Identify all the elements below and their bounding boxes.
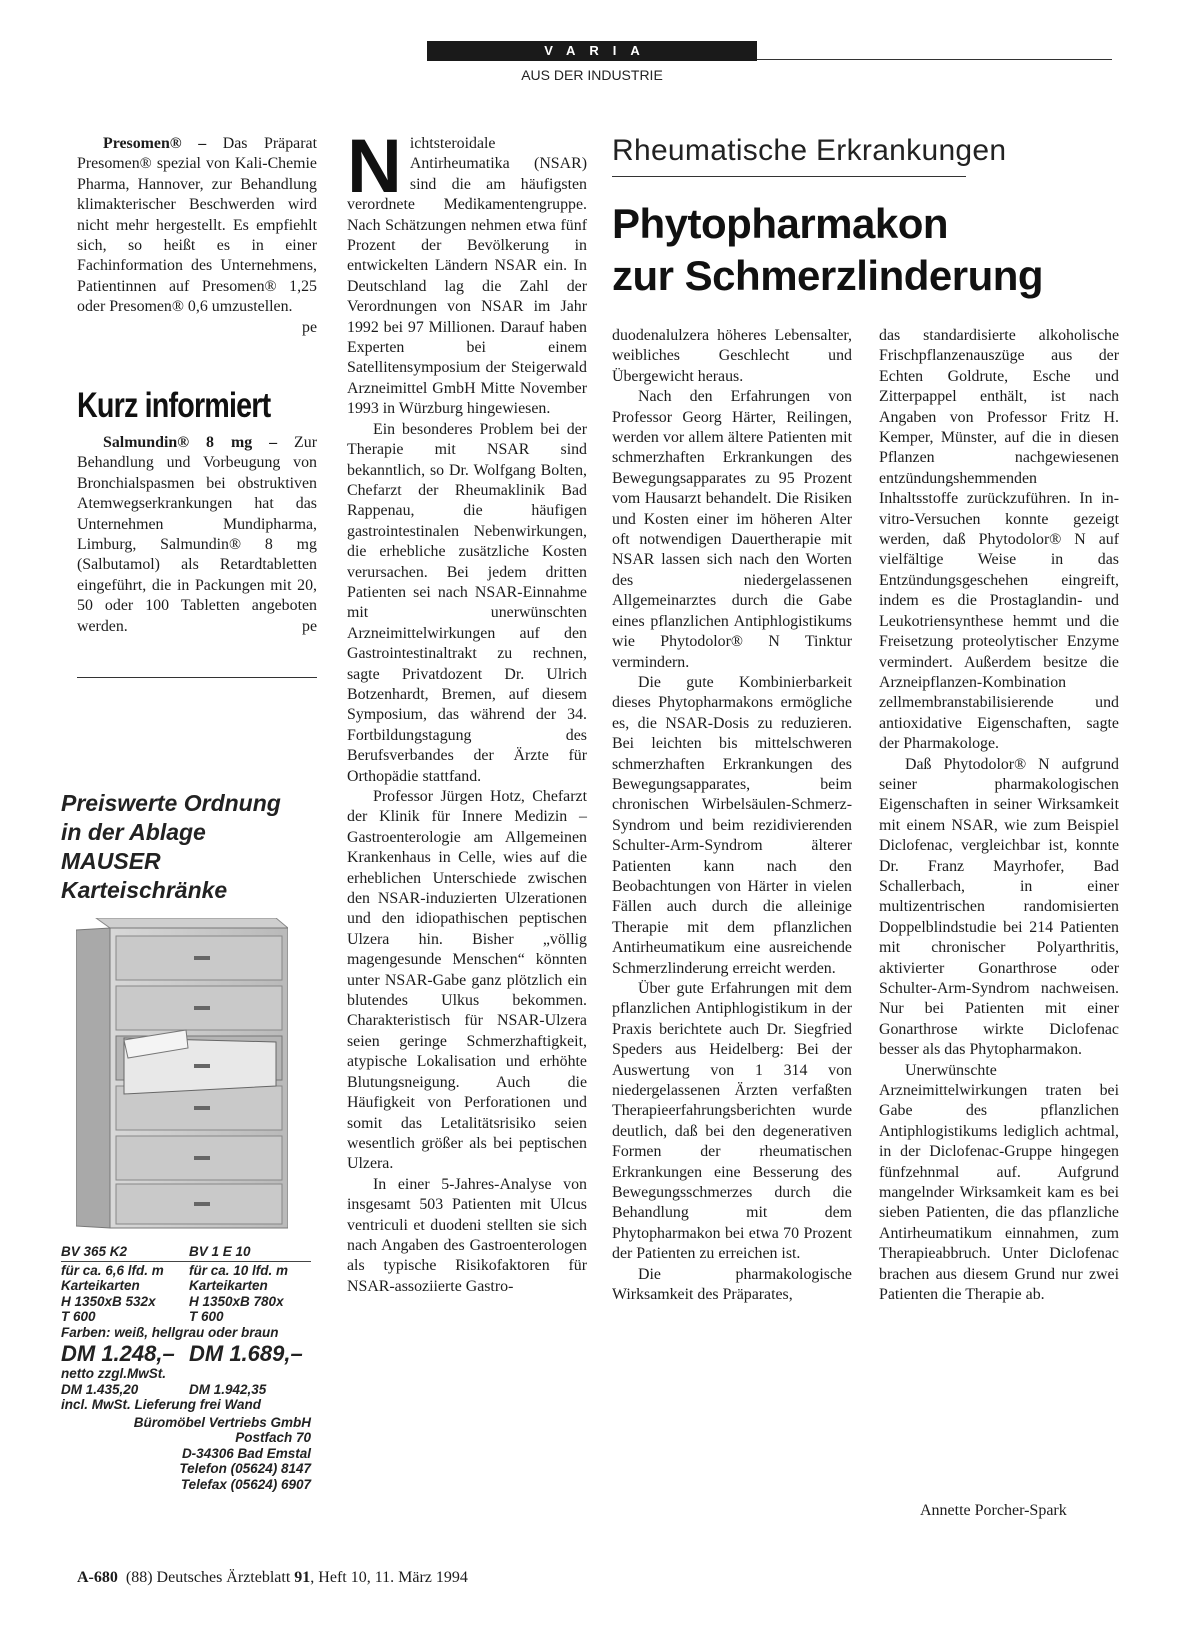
ad-address-line: Postfach 70 — [235, 1430, 311, 1445]
ad-model-name: BV 1 E 10 — [189, 1244, 251, 1259]
headline-line: Phytopharmakon — [612, 200, 949, 247]
column-2 — [347, 124, 587, 1297]
paragraph: Über gute Erfahrungen mit dem pflanzlichen Antiphlogistikum in der Praxis berichtete auch Dr. Siegfried Speders aus Heidelberg: Bei der Auswertung von 1 314 von niedergelassenen Ärzten verfaßten Therapieerfahrungsberichten wurde deutlich, daß bei den degenerativen Formen der rheumatischen Erkrankungen eine Besserung des Bewegungsschmerzes durch die Behandlung mit dem Phytopharmakon bei etwa 70 Prozent der Patienten zu erreichen ist. — [612, 980, 852, 1263]
column-3 — [612, 326, 852, 1306]
ad-spec: Karteikarten — [61, 1278, 140, 1293]
ad-spec-row — [61, 1263, 311, 1279]
ad-gross-price: DM 1.942,35 — [189, 1381, 267, 1397]
ad-details — [61, 1244, 311, 1492]
presomen-notice — [77, 134, 317, 336]
kicker-rule — [612, 176, 966, 177]
paragraph: duodenalulzera höheres Lebensalter, weibliches Geschlecht und Übergewicht heraus. — [612, 327, 852, 385]
paragraph: Nach den Erfahrungen von Professor Georg Härter, Reilingen, werden vor allem ältere Patienten mit schmerzhaften Erkrankungen des Bewegungsapparates zu 95 Prozent vom Hausarzt behandelt. Die Risiken und Kosten einer im höheren Alter oft notwendigen Dauertherapie mit NSAR lassen sich nach den Worten des niedergelassenen Allgemeinarztes durch die Gabe eines pflanzlichen Antiphlogistikums wie Phytodolor® N Tinktur vermindern. — [612, 388, 852, 671]
article-author: Annette Porcher-Spark — [920, 1502, 1067, 1519]
presomen-title: Presomen® – — [103, 135, 207, 152]
ad-title — [61, 789, 311, 905]
ad-model-row — [61, 1244, 311, 1262]
volume: 91 — [294, 1569, 311, 1586]
salmundin-text: Zur Behandlung und Vorbeugung von Bronchialspasmen bei obstruktiven Atemwegserkrankungen hat das Unternehmen Mundipharma, Limburg, Salmundin® 8 mg (Salbutamol) als Retardtabletten eingeführt, die in Packungen mit 20, 50 oder 100 Tabletten angeboten werden. — [77, 434, 317, 635]
ad-address-line: Telefax (05624) 6907 — [180, 1476, 311, 1492]
column-1 — [77, 134, 317, 338]
paragraph: Daß Phytodolor® N aufgrund seiner pharmakologischen Eigenschaften in seiner Wirksamkeit mit einem NSAR, wie zum Beispiel Diclofenac, vergleichbar ist, konnte Dr. Franz Mayrhofer, Bad Schallerbach, in einer multizentrischen randomisierten Doppelblindstudie bei 214 Patienten mit chronischer Polyarthritis, aktivierter Gonarthrose oder Schulter-Arm-Syndrom nachweisen. Nur bei Patienten mit einer Gonarthrose wirkte Diclofenac besser als das Phytopharmakon. — [879, 755, 1119, 1059]
ad-netto: netto zzgl.MwSt. — [61, 1366, 166, 1381]
paragraph: Die pharmakologische Wirksamkeit des Präparates, — [612, 1265, 852, 1304]
ad-address-line: D-34306 Bad Emstal — [181, 1445, 311, 1461]
dropcap: N — [347, 124, 402, 209]
ad-address — [61, 1415, 311, 1493]
ad-gross-row — [61, 1382, 311, 1398]
journal-name: (88) Deutsches Ärzteblatt — [125, 1569, 291, 1586]
presomen-sig: pe — [302, 318, 317, 336]
kurz-heading: Kurz informiert — [77, 386, 271, 425]
ad-address-line: Telefon (05624) 8147 — [179, 1461, 311, 1476]
ad-spec: T 600 — [189, 1309, 224, 1324]
issue-info: , Heft 10, 11. März 1994 — [310, 1569, 468, 1586]
ad-spec: H 1350xB 780x — [189, 1293, 284, 1309]
ad-colors: Farben: weiß, hellgrau oder braun — [61, 1324, 279, 1340]
paragraph: Ein besonderes Problem bei der Therapie mit NSAR sind bekanntlich, so Dr. Wolfgang Bolten, Chefarzt der Rheumaklinik Bad Rappenau, die häufigen gastrointestinalen Nebenwirkungen, die erhebliche zusätzliche Kosten verursachen. Bei jedem dritten Patienten sei nach NSAR-Einnahme mit unerwünschten Arzneimittelwirkungen auf den Gastrointestinaltrakt zu rechnen, sagte Privatdozent Dr. Ulrich Botzenhardt, Bremen, auf diesem Symposium, das während der 34. Fortbildungstagung des Berufsverbandes der Ärzte für Orthopädie stattfand. — [347, 420, 587, 785]
column-4 — [879, 326, 1119, 1306]
ad-gross-price: DM 1.435,20 — [61, 1381, 139, 1397]
paragraph: Unerwünschte Arzneimittelwirkungen traten bei Gabe des pflanzlichen Antiphlogistikums lediglich achtmal, in der Diclofenac-Gruppe hingegen fünfzehnmal auf. Aufgrund mangelnder Wirksamkeit kam es bei sieben Patienten, die das pflanzliche Antirheumatikum einnahmen, zum Therapieabbruch. Unter Diclofenac brachen aus diesem Grund nur zwei Patienten die Therapie ab. — [879, 1061, 1119, 1304]
article-kicker: Rheumatische Erkrankungen — [612, 134, 1007, 167]
column1-rule — [77, 677, 317, 678]
ad-spec-row — [61, 1294, 311, 1310]
lead-text: ichtsteroidale Antirheumatika (NSAR) sind die am häufigsten verordnete Medikamentengruppe. Nach Schätzungen nehmen etwa fünf Prozent der Bevölkerung in entwickelten Ländern NSAR ein. In Deutschland lag die Zahl der Verordnungen von NSAR im Jahr 1992 bei 97 Millionen. Darauf haben Experten bei einem Satellitensymposium der Steigerwald Arzneimittel GmbH Mitte November 1993 in Würzburg hingewiesen. — [347, 135, 587, 418]
ad-model-name: BV 365 K2 — [61, 1244, 128, 1259]
presomen-text: Das Präparat Presomen® spezial von Kali-Chemie Pharma, Hannover, zur Behandlung klimakterischer Beschwerden wird nicht mehr hergestellt. Es empfiehlt sich, so heißt es in einer Fachinformation des Unternehmens, Patientinnen auf Presomen® 1,25 oder Presomen® 0,6 umzustellen. — [77, 135, 317, 316]
ad-title-line: Karteischränke — [61, 877, 228, 903]
article-headline — [612, 198, 1132, 302]
page-number: A-680 — [77, 1569, 118, 1586]
ad-address-line: Büromöbel Vertriebs GmbH — [133, 1414, 311, 1430]
paragraph: In einer 5-Jahres-Analyse von insgesamt 503 Patienten mit Ulcus ventriculi et duodeni stellten sie sich nach Angaben des Gastroenterologen als typische Risikofaktoren für NSAR-assoziierte Gastro- — [347, 1175, 587, 1295]
filing-cabinet-image — [76, 918, 288, 1234]
salmundin-title: Salmundin® 8 mg – — [103, 434, 278, 451]
salmundin-notice — [77, 433, 317, 637]
ad-title-line: MAUSER — [61, 848, 161, 874]
page-footer — [77, 1569, 468, 1587]
ad-title-line: Preiswerte Ordnung — [61, 790, 281, 816]
ad-incl: incl. MwSt. Lieferung frei Wand — [61, 1397, 262, 1412]
paragraph: Professor Jürgen Hotz, Chefarzt der Klinik für Innere Medizin – Gastroenterologie am Allgemeinen Krankenhaus in Celle, wies auf die erheblichen Unterschiede zwischen den NSAR-induzierten Ulzerationen und den idiopathischen peptischen Ulzera hin. Bisher „völlig magengesunde Menschen“ könnten unter NSAR-Gabe ganz plötzlich ein blutendes Ulkus bekommen. Charakteristisch für NSAR-Ulzera seien geringe Schmerzhaftigkeit, atypische Lokalisation und erhöhte Blutungsneigung. Auch die Häufigkeit von Perforationen und somit das Letalitätsrisiko seien wesentlich größer als bei peptischen Ulzera. — [347, 788, 587, 1173]
ad-spec: H 1350xB 532x — [61, 1293, 156, 1309]
section-bar: VARIA — [427, 41, 757, 61]
subsection-label: AUS DER INDUSTRIE — [521, 67, 663, 83]
ad-spec-row — [61, 1278, 311, 1294]
ad-title-line: in der Ablage — [61, 819, 206, 845]
paragraph: Die gute Kombinierbarkeit dieses Phytopharmakons ermögliche es, die NSAR-Dosis zu reduzieren. Bei leichten bis mittelschweren schmerzhaften Erkrankungen des Bewegungsapparates, beim chronischen Wirbelsäulen-Schmerz-Syndrom und beim rezidivierenden Schulter-Arm-Syndrom älterer Patienten kann nach den Beobachtungen von Härter in vielen Fällen auch durch die alleinige Therapie mit dem pflanzlichen Antirheumatikum eine ausreichende Schmerzlinderung erreicht werden. — [612, 673, 852, 977]
paragraph: das standardisierte alkoholische Frischpflanzenauszüge aus der Echten Goldrute, Esche und Zitterpappel enthält, ist nach Angaben von Professor Fritz H. Kemper, Münster, auf die in diesen Pflanzen nachgewiesenen entzündungshemmenden Inhaltsstoffe zurückzuführen. In in-vitro-Versuchen konnte gezeigt werden, daß Phytodolor® N auf vielfältige Weise in das Entzündungsgeschehen eingreift, indem es die Prostaglandin- und Leukotriensynthese hemmt und die Freisetzung proteolytischer Enzyme vermindert. Außerdem besitze die Arzneipflanzen-Kombination zellmembranstabilisierende und antioxidative Eigenschaften, sagte der Pharmakologe. — [879, 327, 1119, 753]
ad-price: DM 1.689,– — [189, 1341, 303, 1366]
article-lead — [347, 124, 587, 420]
ad-spec: für ca. 6,6 lfd. m — [61, 1262, 164, 1278]
ad-spec-row — [61, 1309, 311, 1325]
headline-line: zur Schmerzlinderung — [612, 252, 1044, 299]
ad-spec: Karteikarten — [189, 1278, 268, 1293]
ad-spec: für ca. 10 lfd. m — [189, 1262, 289, 1278]
ad-price: DM 1.248,– — [61, 1341, 175, 1366]
ad-price-row — [61, 1342, 311, 1366]
ad-spec: T 600 — [61, 1309, 96, 1324]
header-rule — [757, 59, 1112, 60]
salmundin-sig: pe — [302, 617, 317, 635]
